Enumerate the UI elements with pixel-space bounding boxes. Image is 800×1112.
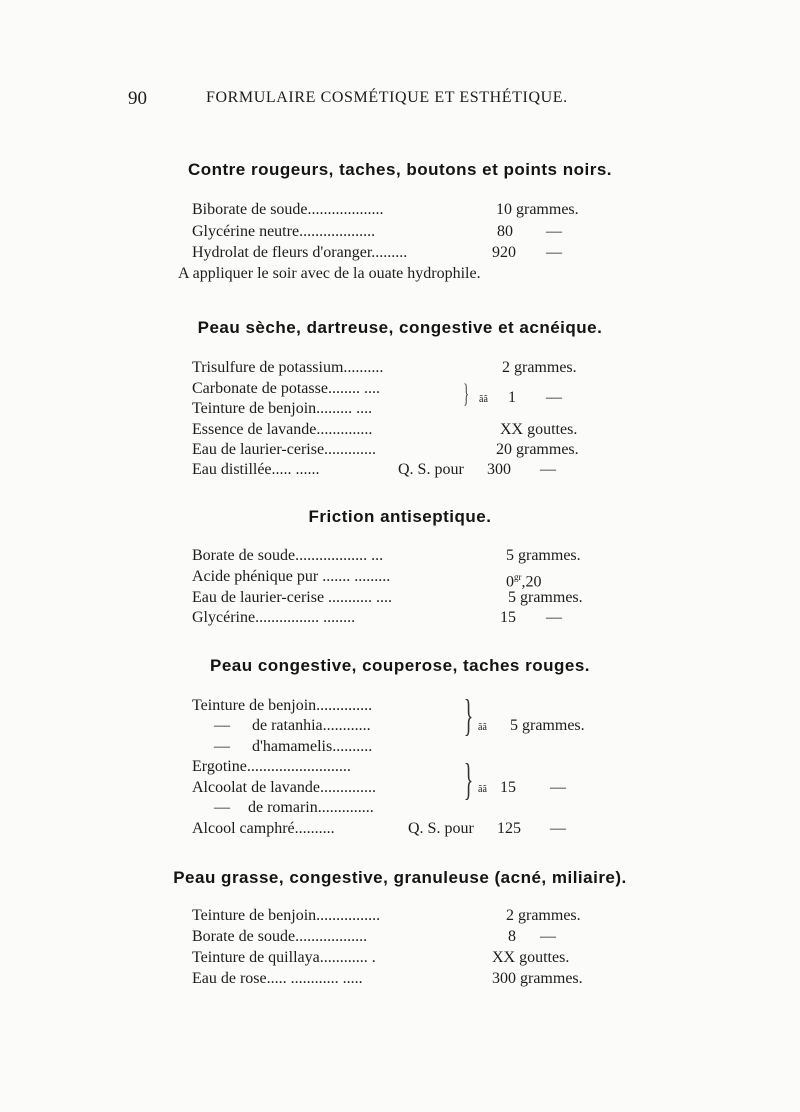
leader-dots: ........... ....: [324, 589, 393, 606]
leader-dots: ...................: [307, 201, 384, 218]
ingredient-row: [192, 778, 376, 798]
leader-dots: ..........: [343, 359, 384, 376]
leader-dots: ..............: [319, 779, 376, 796]
leader-dots: ..............: [317, 799, 374, 816]
ingredient-row: [192, 399, 372, 419]
ingredient-row: [192, 608, 355, 628]
ingredient-row: [214, 716, 371, 736]
qs-text: Q. S. pour: [398, 461, 464, 478]
leader-dots: ................ ........: [255, 609, 356, 626]
ingredient-name: Borate de soude: [192, 547, 296, 564]
ingredient-quantity: 2 grammes.: [506, 907, 581, 924]
ditto-mark: —: [214, 799, 230, 816]
ingredient-quantity: XX gouttes.: [500, 421, 578, 438]
ingredient-quantity: 125: [497, 820, 521, 837]
ingredient-row: [192, 948, 376, 968]
leader-dots: ....... .........: [318, 568, 391, 585]
leader-dots: .............: [324, 441, 377, 458]
ingredient-name: Teinture de benjoin: [192, 400, 317, 417]
leader-dots: .........: [371, 244, 408, 261]
ingredient-row: [192, 379, 380, 399]
ingredient-name: Eau de laurier-cerise: [192, 589, 325, 606]
ingredient-row: [192, 222, 375, 242]
section-heading: Peau sèche, dartreuse, congestive et acnéique.: [197, 318, 603, 337]
ditto-mark: —: [214, 717, 230, 734]
leader-dots: ........ ....: [327, 380, 380, 397]
ditto-mark: —: [214, 738, 230, 755]
ingredient-quantity: 300 grammes.: [492, 970, 583, 987]
ingredient-name: Alcoolat de lavande: [192, 779, 320, 796]
ingredient-quantity: XX gouttes.: [492, 949, 570, 966]
leader-dots: ......... ....: [316, 400, 373, 417]
ana-mark: ãã: [479, 394, 488, 405]
ingredient-name: Trisulfure de potassium: [192, 359, 344, 376]
curly-brace: }: [463, 691, 474, 740]
ingredient-name: Glycérine: [192, 609, 256, 626]
ditto-mark: —: [546, 609, 562, 626]
leader-dots: ................: [316, 907, 381, 924]
ingredient-name: Eau de rose: [192, 970, 267, 987]
ingredient-name: Carbonate de potasse: [192, 380, 328, 397]
ditto-mark: —: [540, 461, 556, 478]
ingredient-name: de romarin: [248, 799, 318, 816]
ana-mark: ãã: [478, 722, 487, 733]
leader-dots: ..................: [295, 928, 368, 945]
usage-note: A appliquer le soir avec de la ouate hydrophile.: [178, 265, 481, 282]
ingredient-row: [192, 200, 384, 220]
running-title: FORMULAIRE COSMÉTIQUE ET ESTHÉTIQUE.: [206, 89, 568, 106]
ingredient-quantity: 920: [492, 244, 516, 261]
ditto-mark: —: [550, 820, 566, 837]
ingredient-row: [192, 358, 383, 378]
ingredient-row: [192, 757, 351, 777]
ingredient-quantity: 5 grammes.: [508, 589, 583, 606]
ingredient-row: [192, 420, 372, 440]
ingredient-quantity: 20 grammes.: [496, 441, 579, 458]
ingredient-quantity: 5 grammes.: [506, 547, 581, 564]
ingredient-row: [192, 588, 392, 608]
leader-dots: ..........: [332, 738, 373, 755]
ingredient-name: Borate de soude: [192, 928, 296, 945]
ingredient-quantity: 5 grammes.: [510, 717, 585, 734]
page-number: 90: [128, 88, 147, 109]
leader-dots: .................. ...: [295, 547, 384, 564]
ingredient-row: [192, 927, 367, 947]
ingredient-row: [214, 798, 374, 818]
curly-brace: }: [463, 755, 474, 804]
running-header: [128, 88, 608, 114]
leader-dots: ...................: [299, 223, 376, 240]
section-heading: Peau congestive, couperose, taches rouges.: [209, 656, 591, 675]
ingredient-name: d'hamamelis: [252, 738, 333, 755]
ingredient-quantity: 15: [500, 779, 516, 796]
ingredient-name: Hydrolat de fleurs d'oranger: [192, 244, 372, 261]
ingredient-name: Biborate de soude: [192, 201, 308, 218]
section-heading: Contre rougeurs, taches, boutons et points noirs.: [187, 160, 613, 179]
ingredient-quantity: 10 grammes.: [496, 201, 579, 218]
ingredient-name: Eau distillée: [192, 461, 272, 478]
ingredient-quantity: 15: [500, 609, 516, 626]
section-heading: Friction antiseptique.: [308, 507, 492, 526]
leader-dots: ..... ......: [271, 461, 320, 478]
curly-brace: }: [463, 379, 470, 408]
leader-dots: ..... ............ .....: [266, 970, 363, 987]
ingredient-name: Teinture de benjoin: [192, 907, 317, 924]
ingredient-name: Glycérine neutre: [192, 223, 300, 240]
ditto-mark: —: [546, 389, 562, 406]
leader-dots: ............: [322, 717, 371, 734]
leader-dots: ..........................: [246, 758, 351, 775]
ingredient-name: Eau de laurier-cerise: [192, 441, 325, 458]
ingredient-name: Essence de lavande: [192, 421, 317, 438]
leader-dots: ..............: [316, 421, 373, 438]
ingredient-row: [192, 243, 407, 263]
ingredient-name: Acide phénique pur: [192, 568, 319, 585]
ingredient-quantity: 8: [508, 928, 516, 945]
ingredient-row: [192, 567, 390, 587]
ingredient-quantity: $0^{gr},20$: [506, 572, 542, 591]
ditto-mark: —: [540, 928, 556, 945]
ingredient-name: Alcool camphré: [192, 820, 295, 837]
ingredient-quantity: 80: [497, 223, 513, 240]
ditto-mark: —: [546, 223, 562, 240]
ditto-mark: —: [550, 779, 566, 796]
ana-mark: ãã: [478, 784, 487, 795]
ingredient-name: de ratanhia: [252, 717, 323, 734]
ingredient-row: [192, 696, 372, 716]
ingredient-row: [192, 969, 363, 989]
ingredient-row: [192, 906, 380, 926]
qs-text: Q. S. pour: [408, 820, 474, 837]
ingredient-row: [192, 819, 335, 839]
ingredient-quantity: 300: [487, 461, 511, 478]
ingredient-quantity: 2 grammes.: [502, 359, 577, 376]
ingredient-row: [214, 737, 372, 757]
section-heading: Peau grasse, congestive, granuleuse (acné, miliaire).: [173, 868, 627, 887]
ingredient-name: Teinture de quillaya: [192, 949, 320, 966]
ingredient-name: Teinture de benjoin: [192, 697, 317, 714]
leader-dots: ..............: [316, 697, 373, 714]
ingredient-quantity: 1: [508, 389, 516, 406]
ingredient-name: Ergotine: [192, 758, 247, 775]
ingredient-row: [192, 440, 376, 460]
leader-dots: ............ .: [319, 949, 376, 966]
ingredient-row: [192, 546, 383, 566]
leader-dots: ..........: [294, 820, 335, 837]
ingredient-row: [192, 460, 320, 480]
ditto-mark: —: [546, 244, 562, 261]
